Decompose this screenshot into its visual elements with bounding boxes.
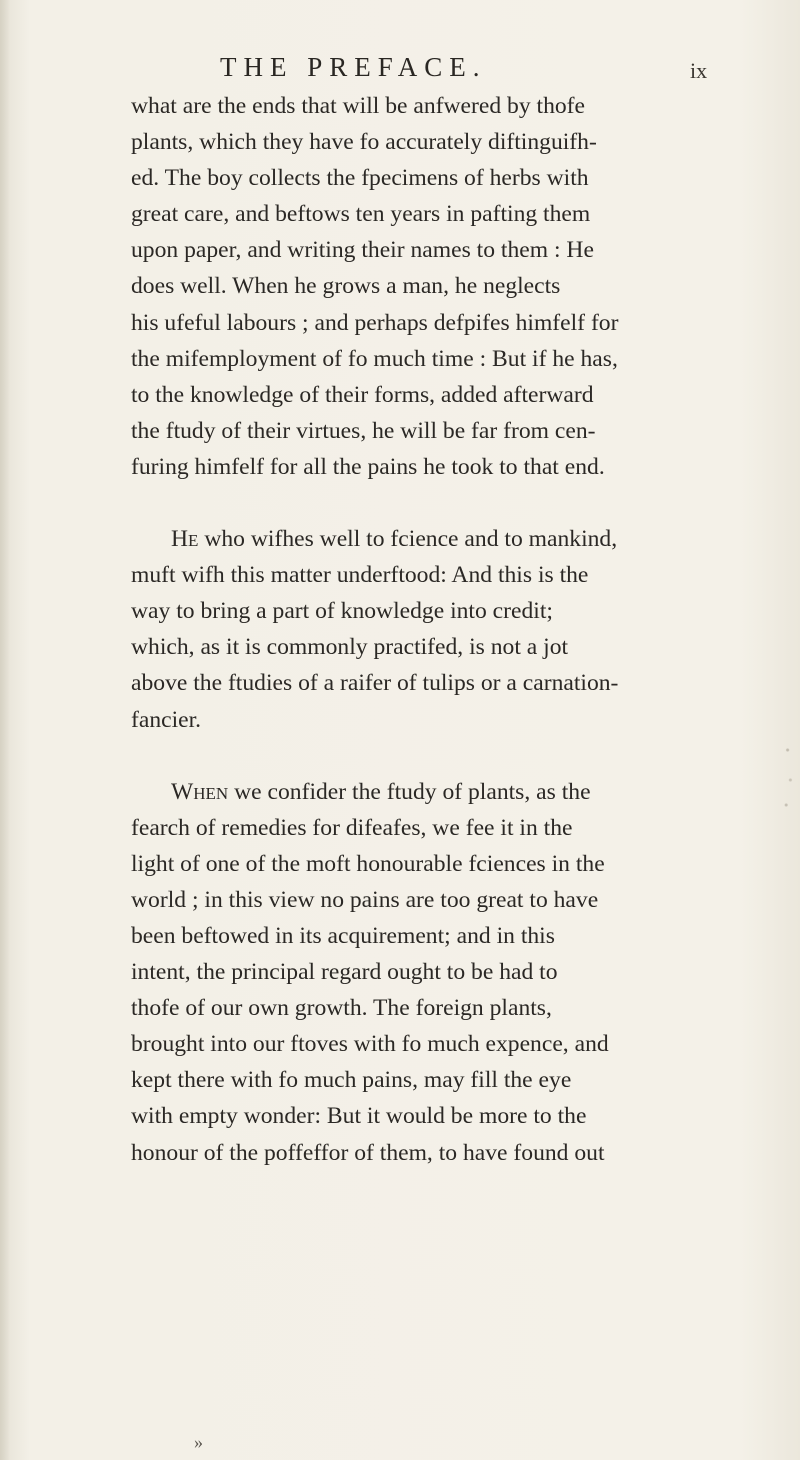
text-line: what are the ends that will be anfwered by thofe (131, 93, 586, 119)
text-line: furing himfelf for all the pains he took to that end. (131, 453, 605, 480)
text-line: world ; in this view no pains are too great to have (131, 886, 599, 913)
paragraph-spacer (131, 738, 676, 774)
text-line: plants, which they have fo accurately diftinguifh- (131, 129, 597, 156)
text-line: above the ftudies of a raifer of tulips or a carnation- (131, 670, 619, 697)
text-line: with empty wonder: But it would be more to the (131, 1103, 587, 1130)
text-line: thofe of our own growth. The foreign plants, (131, 995, 552, 1022)
text-line: muft wifh this matter underftood: And this is the (131, 562, 589, 589)
paragraph-spacer (131, 485, 676, 521)
paragraph-3 (131, 774, 676, 1171)
text-line (131, 774, 676, 810)
text-line: ed. The boy collects the fpecimens of herbs with (131, 165, 589, 192)
text-line: does well. When he grows a man, he neglects (131, 273, 561, 300)
paragraph-1 (131, 88, 676, 485)
text-line: the mifemployment of fo much time : But if he has, (131, 345, 618, 372)
text-line (131, 521, 676, 557)
text-line: fearch of remedies for difeafes, we fee it in the (131, 814, 573, 841)
text-line: way to bring a part of knowledge into credit; (131, 598, 553, 625)
text-line: intent, the principal regard ought to be had to (131, 959, 558, 986)
text-line: kept there with fo much pains, may fill the eye (131, 1067, 572, 1094)
text-line: been beftowed in its acquirement; and in this (131, 922, 555, 949)
text-line: the ftudy of their virtues, he will be far from cen- (131, 417, 596, 444)
page-number: ix (690, 58, 708, 83)
text-line: great care, and beftows ten years in pafting them (131, 201, 591, 228)
text-line: upon paper, and writing their names to them : He (131, 237, 594, 264)
page-foxing (782, 720, 796, 820)
running-title: THE PREFACE. (220, 52, 487, 82)
text-line: his ufeful labours ; and perhaps defpifes himfelf for (131, 309, 619, 336)
text-line-rest: we confider the ftudy of plants, as the (228, 778, 591, 805)
text-line: light of one of the moft honourable fciences in the (131, 850, 605, 877)
text-line: honour of the poffeffor of them, to have found out (131, 1139, 605, 1166)
body-text (131, 88, 676, 1171)
page-gutter-shadow (0, 0, 10, 1460)
paragraph-lead-word: He (171, 526, 199, 553)
text-line-rest: who wifhes well to fcience and to mankind, (198, 526, 618, 553)
paragraph-2 (131, 521, 676, 738)
text-line: brought into our ftoves with fo much expence, and (131, 1031, 609, 1058)
text-line: which, as it is commonly practifed, is not a jot (131, 634, 569, 661)
text-line: fancier. (131, 706, 202, 733)
paragraph-lead-word: When (171, 778, 229, 805)
text-line: to the knowledge of their forms, added afterward (131, 381, 594, 408)
catchmark: » (194, 1432, 203, 1452)
